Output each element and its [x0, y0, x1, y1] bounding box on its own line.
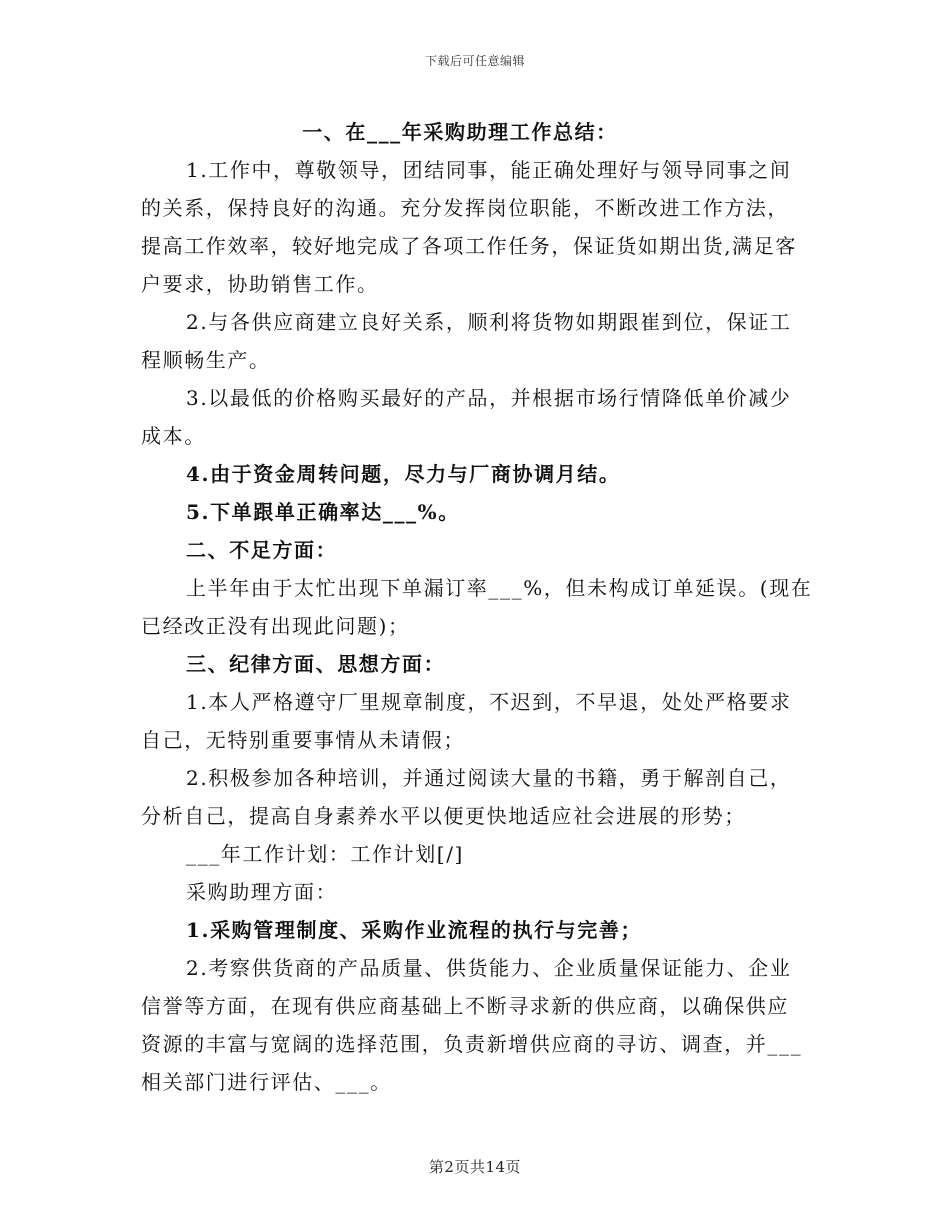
paragraph-line-bold: 4.由于资金周转问题，尽力与厂商协调月结。 [186, 462, 621, 486]
paragraph-line: 2.积极参加各种培训，并通过阅读大量的书籍，勇于解剖自己， [186, 766, 792, 790]
paragraph-line: 提高工作效率，较好地完成了各项工作任务，保证货如期出货,满足客 [141, 234, 797, 258]
paragraph-line: 成本。 [141, 424, 206, 448]
section-heading: 二、不足方面： [186, 538, 338, 562]
document-body [141, 113, 813, 1101]
paragraph-line: 3.以最低的价格购买最好的产品，并根据市场行情降低单价减少 [186, 386, 792, 410]
page-footer: 第2页共14页 [428, 1158, 522, 1176]
section-heading: 三、纪律方面、思想方面： [186, 652, 446, 676]
paragraph-line: 已经改正没有出现此问题)； [141, 614, 410, 638]
paragraph-line: 户要求，协助销售工作。 [141, 272, 379, 296]
paragraph-line: 2.考察供货商的产品质量、供货能力、企业质量保证能力、企业 [186, 956, 792, 980]
paragraph-line: 分析自己，提高自身素养水平以便更快地适应社会进展的形势； [141, 804, 746, 828]
paragraph-line: 相关部门进行评估、___。 [141, 1070, 392, 1094]
paragraph-line-bold: 5.下单跟单正确率达___%。 [186, 500, 460, 524]
paragraph-line: 采购助理方面： [186, 880, 338, 904]
paragraph-line: 1.工作中，尊敬领导，团结同事，能正确处理好与领导同事之间 [186, 158, 792, 182]
page-header: 下载后可任意编辑 [424, 54, 525, 68]
paragraph-line: 2.与各供应商建立良好关系，顺利将货物如期跟崔到位，保证工 [186, 310, 792, 334]
section-title: 一、在___年采购助理工作总结： [302, 120, 618, 144]
paragraph-line: 程顺畅生产。 [141, 348, 271, 372]
paragraph-line: ___年工作计划：工作计划[/] [186, 842, 464, 866]
paragraph-line: 的关系，保持良好的沟通。充分发挥岗位职能，不断改进工作方法， [141, 196, 789, 220]
paragraph-line-bold: 1.采购管理制度、采购作业流程的执行与完善； [186, 918, 643, 942]
paragraph-line: 信誉等方面，在现有供应商基础上不断寻求新的供应商，以确保供应 [141, 994, 789, 1018]
paragraph-line: 1.本人严格遵守厂里规章制度，不迟到，不早退，处处严格要求 [186, 690, 792, 714]
paragraph-line: 资源的丰富与宽阔的选择范围，负责新增供应商的寻访、调查，并___ [141, 1032, 803, 1056]
paragraph-line: 自己，无特别重要事情从未请假； [141, 728, 465, 752]
paragraph-line: 上半年由于太忙出现下单漏订率___%，但未构成订单延误。(现在 [186, 576, 813, 600]
